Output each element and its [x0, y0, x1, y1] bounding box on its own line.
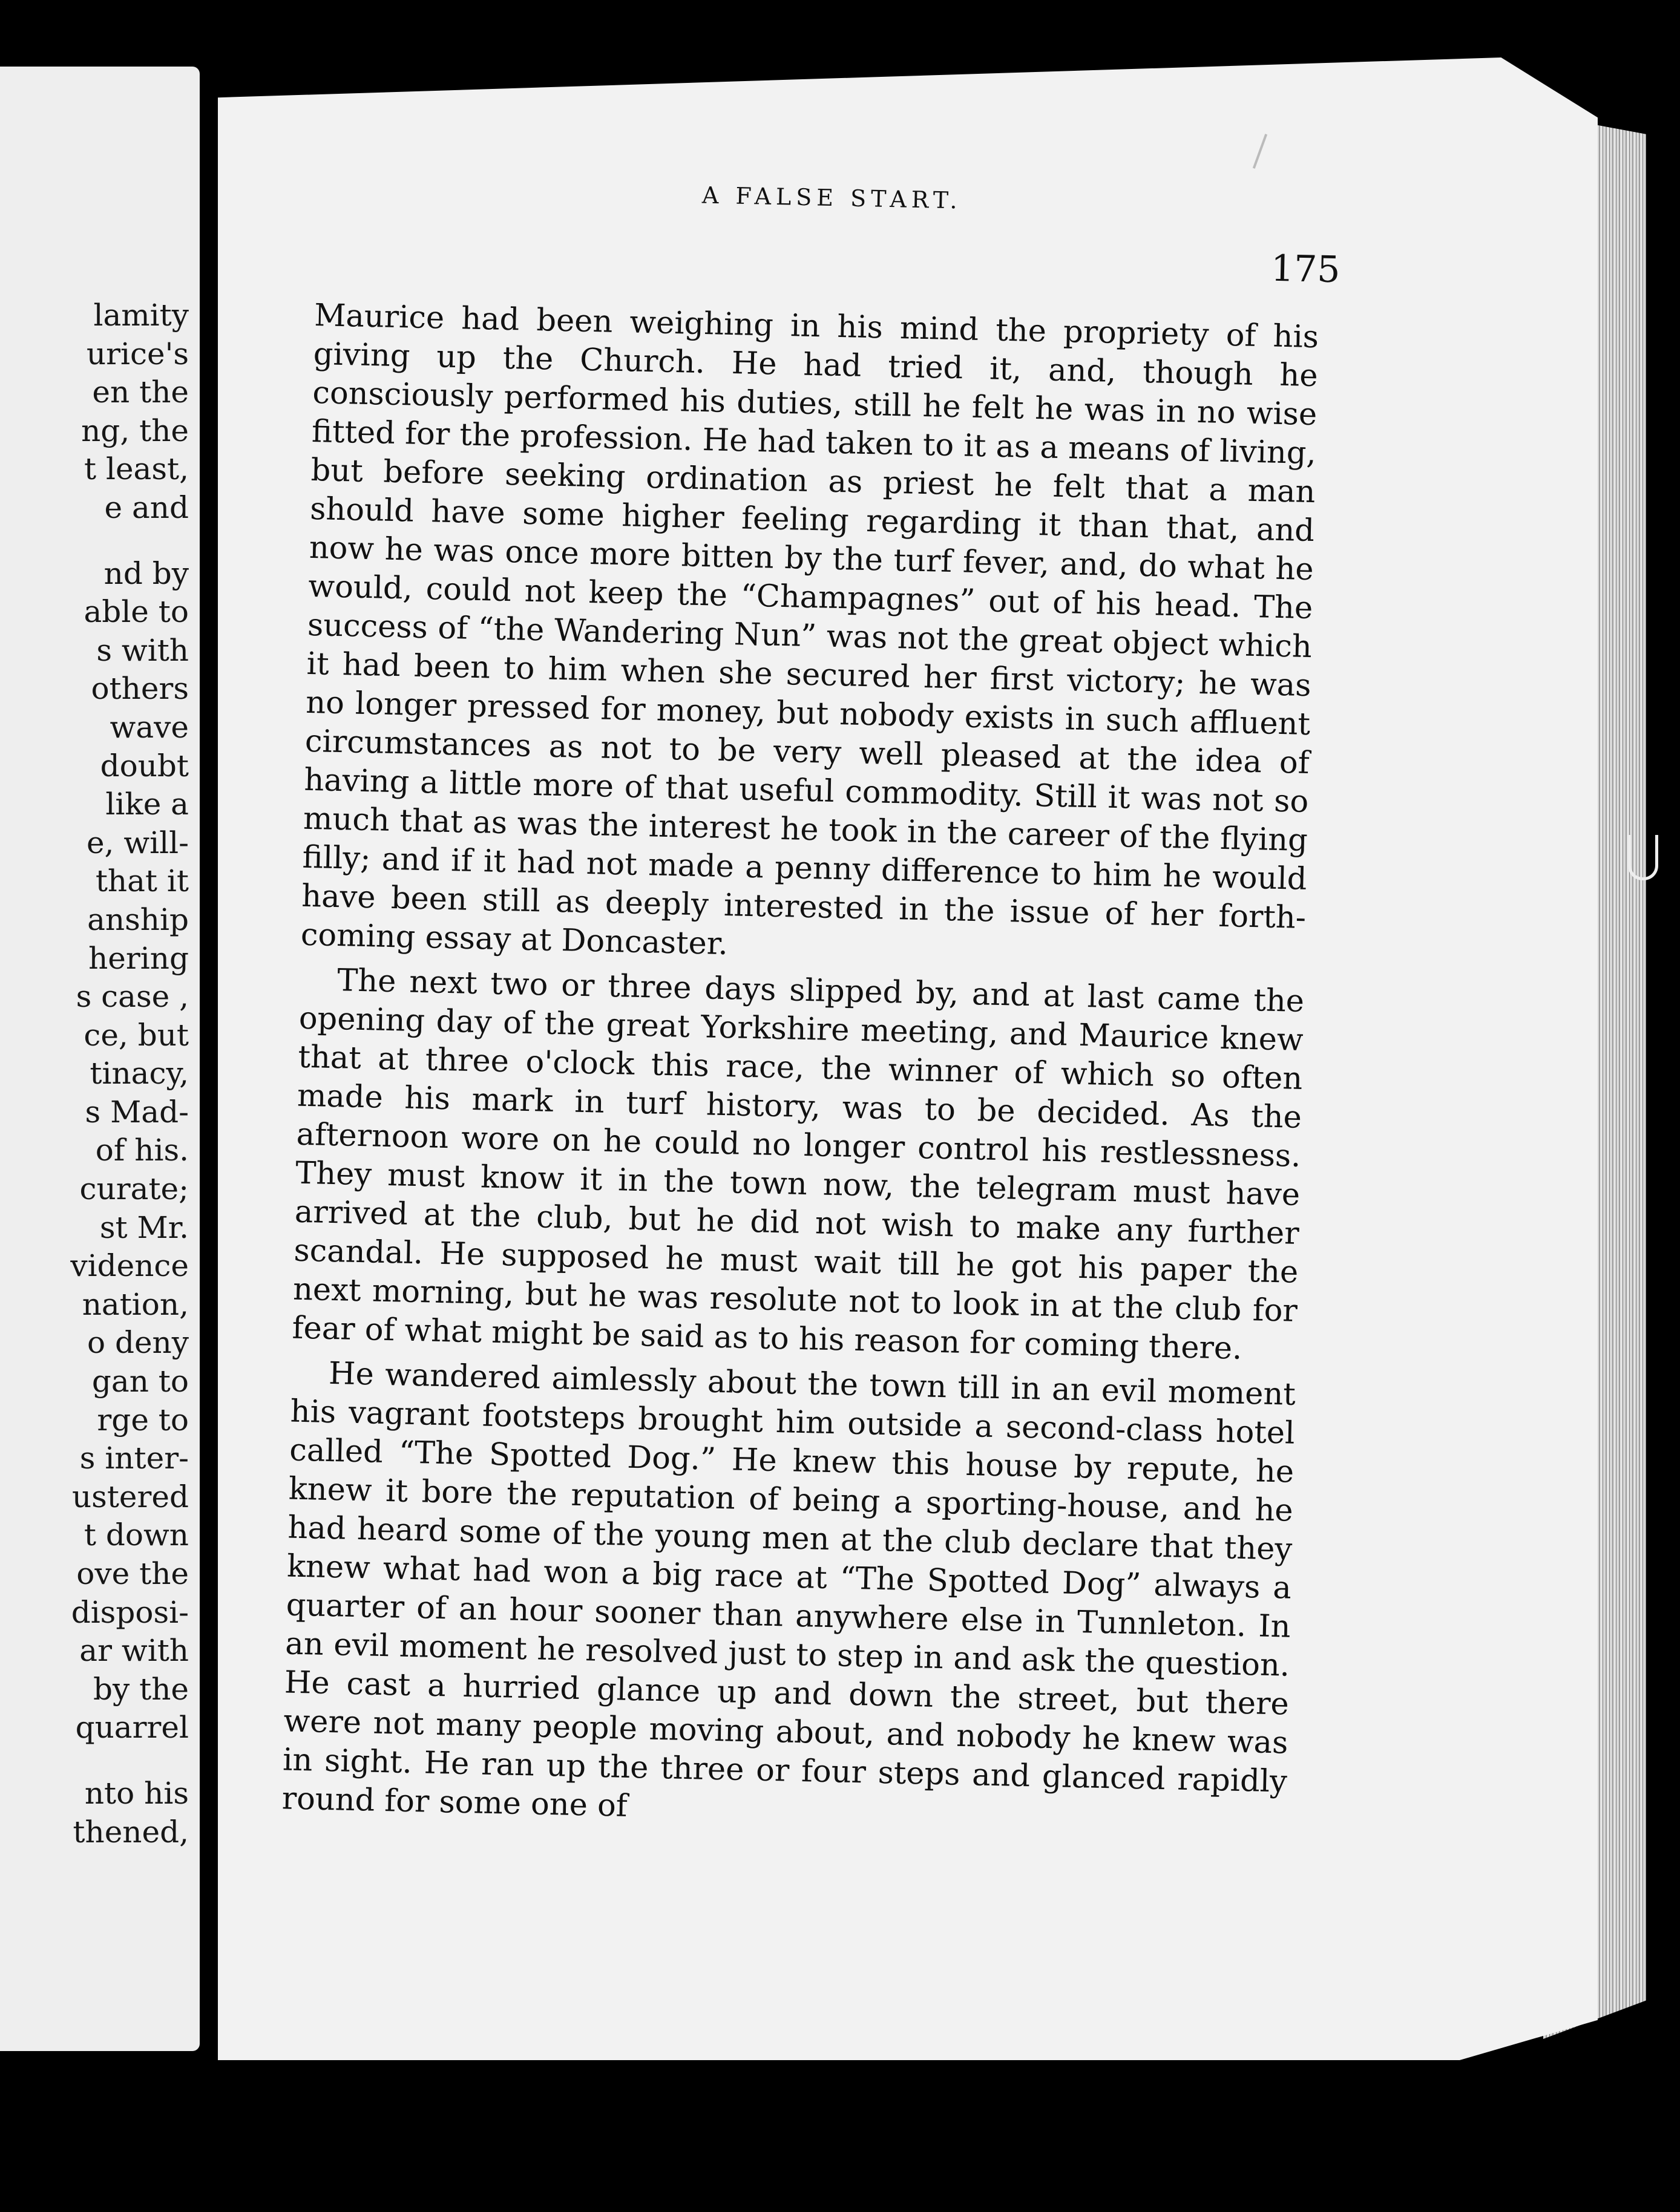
left-page-line: able to: [84, 594, 189, 630]
left-page-line: disposi-: [71, 1594, 189, 1630]
left-page-line: t least,: [84, 451, 189, 487]
left-page-line: anship: [87, 901, 189, 937]
left-page-line: s inter-: [79, 1441, 189, 1476]
left-page-line: s Mad-: [85, 1094, 189, 1130]
paragraph: The next two or three days slipped by, and at last came the opening day of the great Yorkshire meeting, and Maurice knew that at three o'clock this race, the winner of which so often made his mark in turf history, was to be decided. As the afternoon wore on he could no longer control his restlessness. They must know it in the town now, the telegram must have arrived at the club, but he did not wish to make any further scandal. He supposed he must wait till he got his paper the next morning, but he was resolute not to look in at the club for fear of what might be said as to his reason for coming there.: [292, 963, 1305, 1367]
left-page-line: nto his: [84, 1775, 189, 1811]
left-page-line: lamity: [93, 298, 189, 333]
left-page-line: urice's: [86, 336, 189, 371]
body-text: [281, 296, 1319, 1847]
left-page-text: [1, 296, 189, 1851]
left-page-line: s with: [96, 632, 189, 668]
left-page-line: doubt: [100, 748, 189, 784]
left-page-line: [1, 528, 189, 555]
left-page-line: hering: [88, 940, 189, 976]
left-page-line: st Mr.: [99, 1209, 189, 1245]
paragraph: He wandered aimlessly about the town till in an evil moment his vagrant footsteps brought him outside a second-class hotel called “The Spotted Dog.” He knew this house by repute, he knew it bore the reputation of being a sporting-house, and he had heard some of the young men at the club declare that they knew what had won a big race at “The Spotted Dog” always a quarter of an hour sooner than anywhere else in Tunnleton. In an evil moment he resolved just to step in and ask the question. He cast a hurried glance up and down the street, but there were not many people moving about, and nobody he knew was in sight. He ran up the three or four steps and glanced rapidly round for some one of: [281, 1355, 1296, 1824]
left-page-line: e, will-: [86, 825, 189, 860]
left-page: [0, 67, 200, 2051]
left-page-line: tinacy,: [90, 1056, 189, 1091]
left-page-line: rge to: [97, 1402, 189, 1438]
page-number: 175: [1270, 247, 1341, 292]
left-page-line: o deny: [87, 1325, 189, 1361]
left-page-line: [1, 1747, 189, 1775]
paragraph: Maurice had been weighing in his mind the propriety of his giving up the Church. He had tried it, and, though he consciously performed his duties, still he felt he was in no wise fitted for the profession. He had taken to it as a means of living, but before seeking ordination as priest he felt that a man should have some higher feeling regarding it than that, and now he was once more bitten by the turf fever, and, do what he would, could not keep the “Champagnes” out of his head. The success of “the Wandering Nun” was not the great object which it had been to him when she secured her first victory; he was no longer pressed for money, but nobody exists in such affluent circumstances as not to be very well pleased at the idea of having a little more of that useful commodity. Still it was not so much that as was the interest he took in the career of the flying filly; and if it had not made a penny difference to him he would have been still as deeply interested in the issue of her forth-coming essay at Doncaster.: [300, 297, 1319, 963]
left-page-line: e and: [104, 489, 189, 525]
left-page-line: that it: [95, 863, 189, 899]
left-page-line: thened,: [73, 1814, 189, 1850]
left-page-line: t down: [84, 1517, 189, 1553]
left-page-line: s case ,: [76, 979, 189, 1015]
left-page-line: wave: [110, 709, 189, 745]
left-page-line: ustered: [71, 1479, 189, 1514]
left-page-line: nation,: [82, 1286, 189, 1322]
left-page-line: curate;: [79, 1171, 189, 1207]
left-page-line: of his.: [95, 1133, 189, 1168]
left-page-line: gan to: [91, 1364, 189, 1399]
left-page-line: ce, but: [84, 1017, 189, 1053]
left-page-line: ove the: [76, 1556, 189, 1591]
left-page-line: others: [91, 671, 189, 707]
margin-pencil-mark: [1628, 835, 1658, 880]
left-page-line: en the: [92, 375, 189, 410]
left-page-line: quarrel: [75, 1710, 189, 1746]
left-page-line: vidence: [70, 1248, 189, 1284]
left-page-line: like a: [105, 787, 189, 822]
running-title: A FALSE START.: [701, 182, 963, 214]
left-page-line: ar with: [79, 1633, 189, 1669]
left-page-line: ng, the: [81, 413, 189, 448]
left-page-line: nd by: [103, 555, 189, 591]
left-page-line: by the: [93, 1671, 189, 1707]
